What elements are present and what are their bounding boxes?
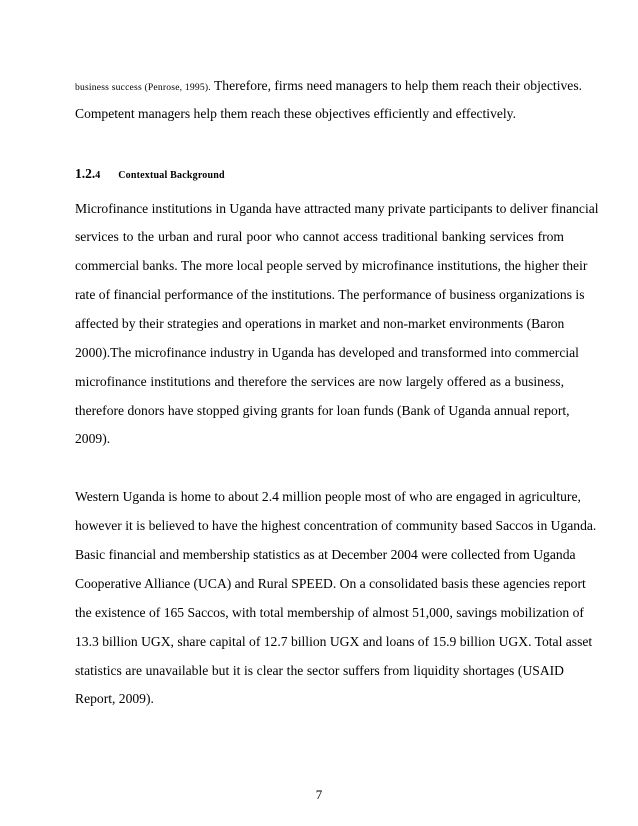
- paragraph-line: commercial banks. The more local people served by microfinance institutions, the higher their: [75, 258, 588, 273]
- paragraph-line: Report, 2009).: [75, 691, 154, 706]
- paragraph-line: however it is believed to have the highest concentration of community based Saccos in Uganda.: [75, 518, 597, 533]
- paragraph-line: 2009).: [75, 431, 111, 446]
- section-title: Contextual Background: [118, 170, 225, 181]
- continuation-line-2: Competent managers help them reach these objectives efficiently and effectively.: [75, 106, 516, 121]
- citation-text: business success (Penrose, 1995).: [75, 82, 211, 93]
- continuation-text: Therefore, firms need managers to help them reach their objectives.: [214, 78, 583, 93]
- paragraph-line: therefore donors have stopped giving grants for loan funds (Bank of Uganda annual report,: [75, 403, 570, 418]
- paragraph-line: services to the urban and rural poor who cannot access traditional banking services from: [75, 229, 564, 244]
- paragraph-line: 2000).The microfinance industry in Uganda has developed and transformed into commercial: [75, 345, 579, 360]
- paragraph-line: Basic financial and membership statistics as at December 2004 were collected from Uganda: [75, 547, 576, 562]
- paragraph-line: microfinance institutions and therefore the services are now largely offered as a business,: [75, 374, 564, 389]
- paragraph-line: affected by their strategies and operations in market and non-market environments (Baron: [75, 316, 565, 331]
- section-number: 1.2.: [75, 166, 96, 181]
- paragraph-line: Western Uganda is home to about 2.4 million people most of who are engaged in agriculture,: [75, 489, 581, 504]
- paragraph-line: statistics are unavailable but it is clear the sector suffers from liquidity shortages (USAID: [75, 663, 564, 678]
- paragraph-line: the existence of 165 Saccos, with total membership of almost 51,000, savings mobilization of: [75, 605, 584, 620]
- continuation-line-1: [75, 78, 583, 96]
- paragraph-line: Cooperative Alliance (UCA) and Rural SPEED. On a consolidated basis these agencies report: [75, 576, 586, 591]
- paragraph-line: 13.3 billion UGX, share capital of 12.7 billion UGX and loans of 15.9 billion UGX. Total asset: [75, 634, 593, 649]
- paragraph-line: rate of financial performance of the institutions. The performance of business organizations is: [75, 287, 585, 302]
- page-number: 7: [315, 787, 323, 802]
- paragraph-line: Microfinance institutions in Uganda have attracted many private participants to deliver financial: [75, 201, 599, 216]
- section-subnumber: 4: [95, 170, 101, 181]
- section-heading: [75, 166, 225, 184]
